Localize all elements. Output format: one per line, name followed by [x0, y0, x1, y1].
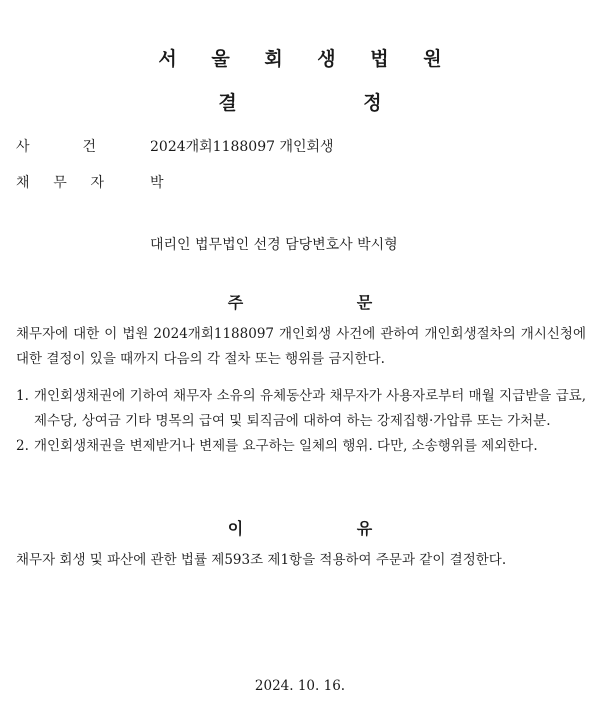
debtor-label-char: 채	[16, 175, 30, 191]
order-heading: 주 문	[227, 293, 427, 312]
reason-text: 채무자 회생 및 파산에 관한 법률 제593조 제1항을 적용하여 주문과 같이 결정한다.	[16, 552, 507, 568]
order-intro: 채무자에 대한 이 법원 2024개회1188097 개인회생 사건에 관하여 개인회생절차의 개시신청에 대한 결정이 있을 때까지 다음의 각 절차 또는 행위를 금지한다.	[16, 326, 586, 367]
list-item-number: 1.	[16, 388, 29, 404]
list-item	[16, 384, 586, 434]
case-number: 2024개회1188097 개인회생	[150, 139, 334, 155]
prohibited-acts-list	[16, 384, 586, 459]
legal-representative: 대리인 법무법인 선경 담당변호사 박시형	[150, 237, 398, 253]
case-label	[16, 136, 96, 156]
debtor-label-char: 무	[53, 175, 67, 191]
document-type-title: 결 정	[218, 92, 442, 114]
list-item-text: 개인회생채권에 기하여 채무자 소유의 유체동산과 채무자가 사용자로부터 매월 지급받을 급료, 제수당, 상여금 기타 명목의 급여 및 퇴직금에 대하여 하는 강제집행·가압류 또는 가처분.	[34, 388, 586, 429]
reason-heading: 이 유	[227, 519, 427, 538]
list-item-number: 2.	[16, 438, 29, 454]
debtor-label	[16, 172, 104, 192]
court-name: 서 울 회 생 법 원	[158, 48, 456, 70]
list-item	[16, 434, 586, 459]
case-label-char: 건	[82, 139, 96, 155]
list-item-text: 개인회생채권을 변제받거나 변제를 요구하는 일체의 행위. 다만, 소송행위를 제외한다.	[34, 438, 538, 454]
debtor-name: 박	[150, 175, 164, 191]
debtor-label-char: 자	[90, 175, 104, 191]
case-label-char: 사	[16, 139, 30, 155]
decision-date: 2024. 10. 16.	[254, 678, 346, 694]
